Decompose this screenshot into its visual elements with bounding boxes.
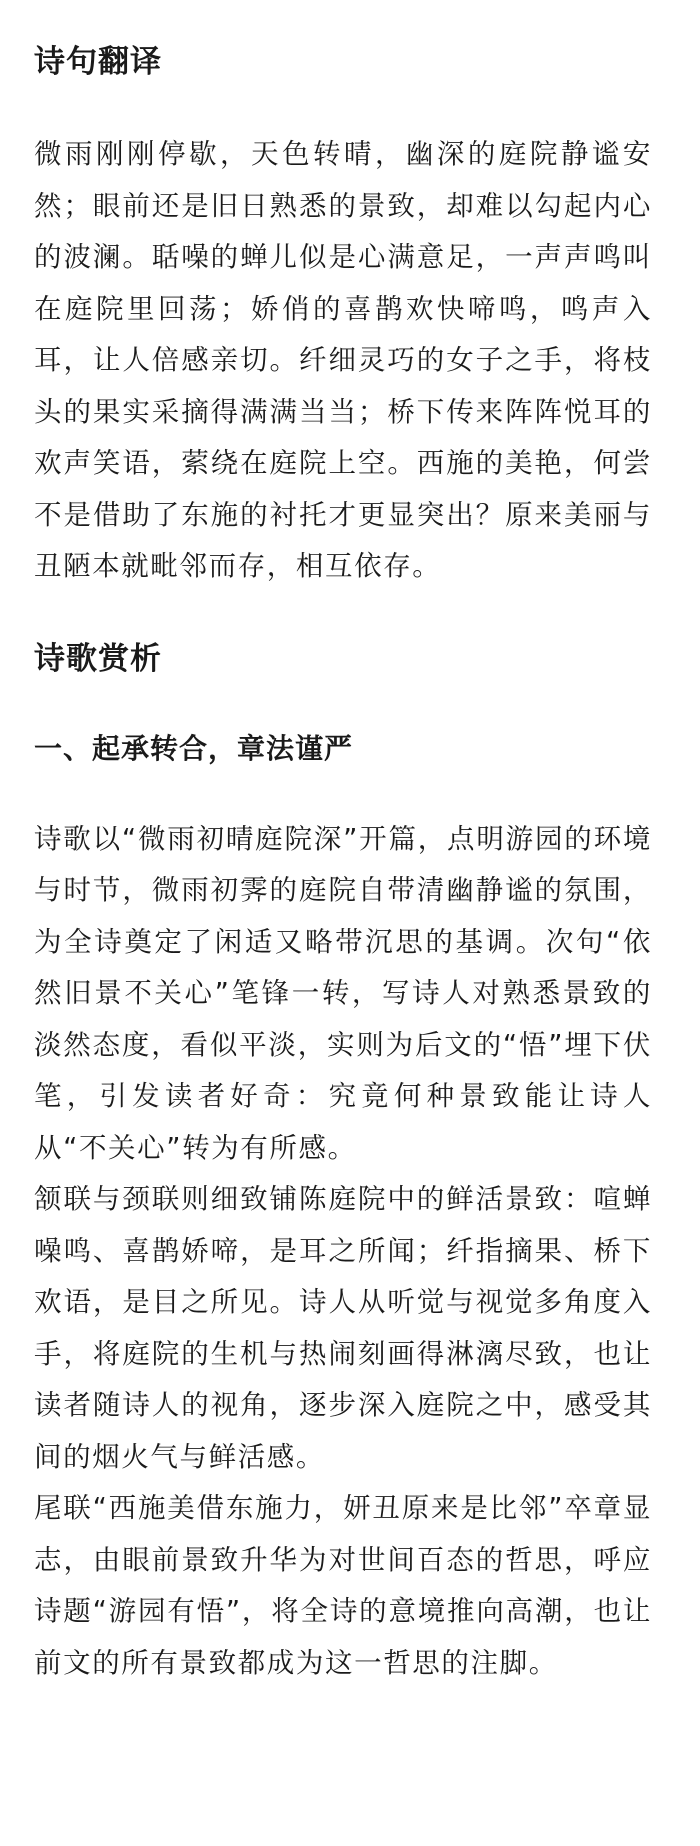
appreciation-paragraph: 颔联与颈联则细致铺陈庭院中的鲜活景致：喧蝉噪鸣、喜鹊娇啼，是耳之所闻；纤指摘果、桥下欢语，是目之所见。诗人从听觉与视觉多角度入手，将庭院的生机与热闹刻画得淋漓尽致，也让读者随诗人的视角，逐步深入庭院之中，感受其间的烟火气与鲜活感。 [34, 1183, 652, 1473]
section-1-heading: 一、起承转合，章法谨严 [34, 731, 354, 765]
appreciation-paragraph: 尾联“西施美借东施力，妍丑原来是比邻”卒章显志，由眼前景致升华为对世间百态的哲思，呼应诗题“游园有悟”，将全诗的意境推向高潮，也让前文的所有景致都成为这一哲思的注脚。 [34, 1492, 652, 1679]
translation-heading: 诗句翻译 [34, 44, 162, 80]
appreciation-heading: 诗歌赏析 [34, 640, 162, 677]
translation-paragraph: 微雨刚刚停歇，天色转晴，幽深的庭院静谧安然；眼前还是旧日熟悉的景致，却难以勾起内心的波澜。聒噪的蝉儿似是心满意足，一声声鸣叫在庭院里回荡；娇俏的喜鹊欢快啼鸣，鸣声入耳，让人倍感亲切。纤细灵巧的女子之手，将枝头的果实采摘得满满当当；桥下传来阵阵悦耳的欢声笑语，萦绕在庭院上空。西施的美艳，何尝不是借助了东施的衬托才更显突出？原来美丽与丑陋本就毗邻而存，相互依存。 [34, 138, 652, 582]
appreciation-paragraph: 诗歌以“微雨初晴庭院深”开篇，点明游园的环境与时节，微雨初霁的庭院自带清幽静谧的氛围，为全诗奠定了闲适又略带沉思的基调。次句“依然旧景不关心”笔锋一转，写诗人对熟悉景致的淡然态度，看似平淡，实则为后文的“悟”埋下伏笔，引发读者好奇：究竟何种景致能让诗人从“不关心”转为有所感。 [34, 822, 652, 1164]
